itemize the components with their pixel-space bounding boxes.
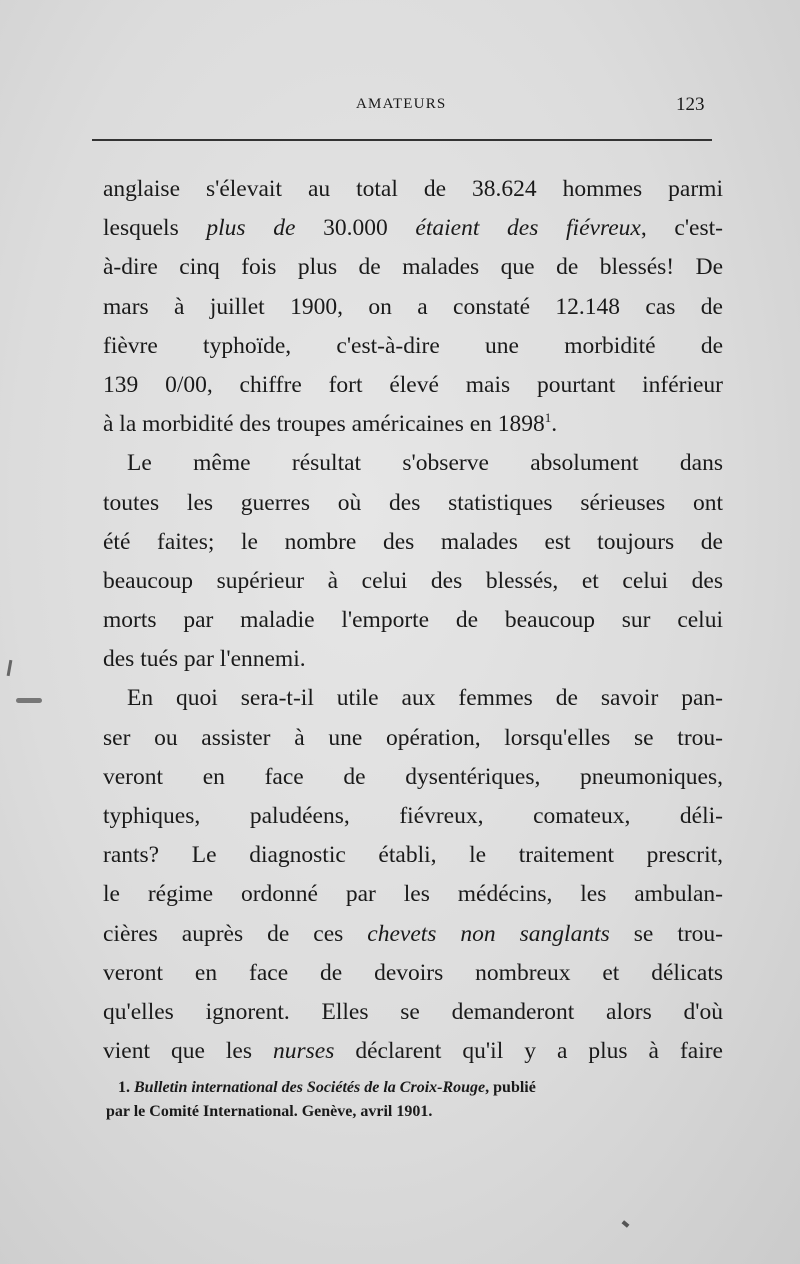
page-speck [622, 1220, 630, 1228]
footnote-line: 1. Bulletin international des Sociétés de la Croix-Rouge, publié [118, 1079, 536, 1096]
text-line: En quoi sera-t-il utile aux femmes de savoir pan- [127, 685, 723, 712]
footnote [106, 1076, 718, 1124]
text-line: Le même résultat s'observe absolument dans [127, 450, 723, 477]
text-line: à-dire cinq fois plus de malades que de blessés! De [103, 254, 723, 281]
text-line: lesquels plus de 30.000 étaient des fiévreux, c'est- [103, 215, 723, 242]
text-line: veront en face de devoirs nombreux et délicats [103, 959, 723, 986]
text-line: été faites; le nombre des malades est toujours de [103, 528, 723, 555]
running-head [0, 96, 800, 116]
text-line: anglaise s'élevait au total de 38.624 hommes parmi [103, 176, 723, 202]
header-rule [92, 139, 712, 141]
text-line: typhiques, paludéens, fiévreux, comateux, déli- [103, 803, 723, 829]
text-line: à la morbidité des troupes américaines en 1898$^1$. [103, 410, 558, 438]
text-line: qu'elles ignorent. Elles se demanderont alors d'où [103, 998, 723, 1025]
text-line: fièvre typhoïde, c'est-à-dire une morbidité de [103, 332, 723, 359]
footnote-title: Bulletin international des Sociétés de la Croix-Rouge [134, 1079, 486, 1096]
text-line: mars à juillet 1900, on a constaté 12.148 cas de [103, 293, 723, 320]
text-line: des tués par l'ennemi. [103, 646, 306, 673]
text-line: ser ou assister à une opération, lorsqu'elles se trou- [103, 724, 723, 751]
running-title: AMATEURS [356, 96, 447, 112]
text-line: rants? Le diagnostic établi, le traitement prescrit, [103, 842, 723, 869]
page-number: 123 [676, 94, 705, 115]
margin-mark [7, 660, 13, 676]
text-line: morts par maladie l'emporte de beaucoup sur celui [103, 607, 723, 634]
body-text [103, 170, 723, 1071]
text-line: cières auprès de ces chevets non sanglants se trou- [103, 920, 724, 947]
text-line: vient que les nurses déclarent qu'il y a plus à faire [103, 1038, 723, 1065]
text-line: beaucoup supérieur à celui des blessés, et celui des [103, 567, 723, 594]
footnote-number: 1. [118, 1079, 130, 1096]
footnote-line: par le Comité International. Genève, avril 1901. [106, 1103, 433, 1120]
text-line: 139 0/00, chiffre fort élevé mais pourtant inférieur [103, 371, 723, 398]
text-line: toutes les guerres où des statistiques sérieuses ont [103, 489, 723, 516]
text-line: le régime ordonné par les médécins, les ambulan- [103, 881, 723, 908]
footnote-ref: 1 [544, 410, 552, 426]
margin-mark [16, 698, 42, 703]
text-line: veront en face de dysentériques, pneumoniques, [103, 763, 723, 790]
